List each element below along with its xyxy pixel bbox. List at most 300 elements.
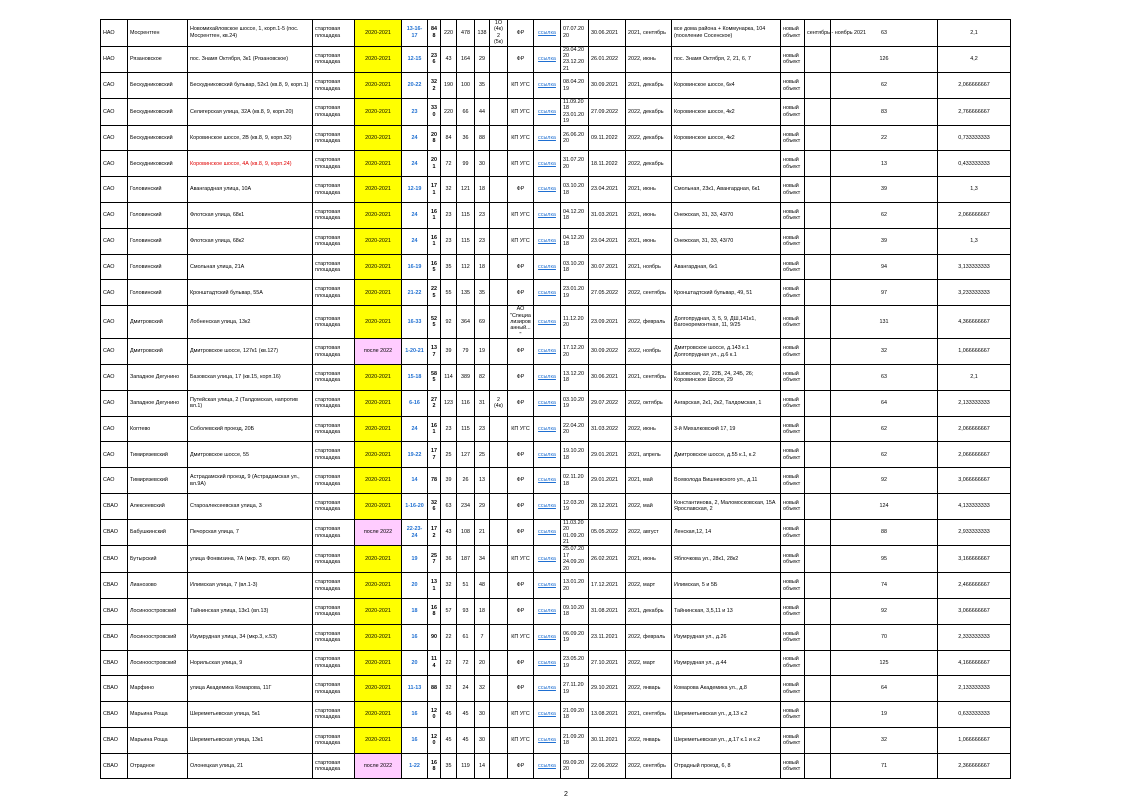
cell-count-2: 115	[457, 228, 475, 254]
cell-extra	[805, 753, 831, 779]
cell-address: Дмитровское шоссе, 55	[188, 442, 313, 468]
cell-count-2: 79	[457, 339, 475, 365]
cell-count-2: 51	[457, 573, 475, 599]
cell-move-in: 2022, июнь	[626, 416, 672, 442]
cell-status: новый объект	[781, 177, 805, 203]
cell-total-apartments: 208	[428, 125, 441, 151]
table-body	[101, 20, 1011, 779]
cell-financing: ФР	[508, 390, 534, 416]
cell-status: новый объект	[781, 280, 805, 306]
cell-date-2: 05.05.2022	[589, 519, 626, 546]
cell-period: 2020-2021	[355, 365, 402, 391]
cell-site-type: стартовая площадка	[313, 494, 355, 520]
cell-total-apartments: 78	[428, 468, 441, 494]
cell-link[interactable]: ссылка	[534, 339, 561, 365]
cell-relocated-houses: Дмитровское шоссе, д.55 к.1, к.2	[672, 442, 781, 468]
cell-okrug: СВАО	[101, 573, 128, 599]
cell-okrug: НАО	[101, 20, 128, 47]
cell-floors: 6-16	[402, 390, 428, 416]
cell-count-2: 121	[457, 177, 475, 203]
cell-number: 92	[831, 598, 938, 624]
cell-link[interactable]: ссылка	[534, 702, 561, 728]
cell-ratio: 0,433333333	[938, 151, 1011, 177]
cell-count-1: 84	[441, 125, 457, 151]
cell-date-1: 17.12.2020	[561, 339, 589, 365]
cell-status: новый объект	[781, 442, 805, 468]
cell-ratio: 3,066666667	[938, 598, 1011, 624]
cell-status: новый объект	[781, 546, 805, 573]
cell-link[interactable]: ссылка	[534, 390, 561, 416]
page-number: 2	[564, 791, 568, 798]
cell-date-2: 29.10.2021	[589, 676, 626, 702]
cell-date-2: 27.09.2022	[589, 99, 626, 126]
cell-district: Тимирязевский	[128, 468, 188, 494]
cell-count-4	[490, 306, 508, 339]
cell-count-2: 234	[457, 494, 475, 520]
cell-count-2: 187	[457, 546, 475, 573]
table-row	[101, 519, 1011, 546]
cell-financing: ФР	[508, 254, 534, 280]
cell-extra	[805, 702, 831, 728]
cell-okrug: СВАО	[101, 598, 128, 624]
cell-number: 63	[831, 365, 938, 391]
cell-status: новый объект	[781, 203, 805, 229]
cell-date-1: 12.03.2019	[561, 494, 589, 520]
cell-count-1: 23	[441, 203, 457, 229]
cell-count-3: 34	[475, 546, 490, 573]
cell-financing: ФР	[508, 598, 534, 624]
cell-extra	[805, 676, 831, 702]
cell-okrug: САО	[101, 99, 128, 126]
cell-number: 64	[831, 676, 938, 702]
cell-ratio: 3,233333333	[938, 280, 1011, 306]
cell-period: 2020-2021	[355, 573, 402, 599]
cell-status: новый объект	[781, 650, 805, 676]
cell-floors: 20	[402, 573, 428, 599]
cell-floors: 23	[402, 99, 428, 126]
cell-status: новый объект	[781, 598, 805, 624]
cell-floors: 22-23-24	[402, 519, 428, 546]
cell-extra	[805, 151, 831, 177]
cell-move-in: 2021, июнь	[626, 228, 672, 254]
cell-date-1: 23.05.2019	[561, 650, 589, 676]
cell-date-1: 13.01.2020	[561, 573, 589, 599]
cell-move-in: 2022, март	[626, 650, 672, 676]
cell-count-4	[490, 73, 508, 99]
cell-number: 94	[831, 254, 938, 280]
cell-count-4	[490, 727, 508, 753]
cell-link[interactable]: ссылка	[534, 151, 561, 177]
cell-count-4	[490, 125, 508, 151]
cell-move-in: 2022, сентябрь	[626, 753, 672, 779]
cell-district: Лосиноостровский	[128, 624, 188, 650]
cell-move-in: 2021, сентябрь	[626, 702, 672, 728]
cell-floors: 1-16-20	[402, 494, 428, 520]
cell-date-1: 11.12.2020	[561, 306, 589, 339]
cell-link[interactable]: ссылка	[534, 306, 561, 339]
cell-financing: ФР	[508, 676, 534, 702]
cell-total-apartments: 236	[428, 46, 441, 73]
table-row	[101, 598, 1011, 624]
cell-address: Селигерская улица, 32А (кв.8, 9, корп.20)	[188, 99, 313, 126]
cell-count-2: 66	[457, 99, 475, 126]
cell-okrug: САО	[101, 416, 128, 442]
cell-count-1: 36	[441, 546, 457, 573]
cell-count-1: 45	[441, 702, 457, 728]
cell-total-apartments: 168	[428, 753, 441, 779]
cell-date-2: 29.07.2022	[589, 390, 626, 416]
cell-floors: 16	[402, 624, 428, 650]
cell-count-3: 30	[475, 727, 490, 753]
cell-district: Бутырский	[128, 546, 188, 573]
cell-financing: ФР	[508, 650, 534, 676]
cell-count-1: 43	[441, 519, 457, 546]
cell-count-3: 23	[475, 416, 490, 442]
cell-count-1: 23	[441, 416, 457, 442]
cell-financing: ФР	[508, 177, 534, 203]
table-row	[101, 228, 1011, 254]
cell-total-apartments: 177	[428, 442, 441, 468]
cell-date-2: 30.07.2021	[589, 254, 626, 280]
cell-floors: 24	[402, 416, 428, 442]
cell-total-apartments: 90	[428, 624, 441, 650]
cell-count-1: 32	[441, 177, 457, 203]
cell-count-1: 22	[441, 624, 457, 650]
cell-floors: 14	[402, 468, 428, 494]
cell-address: Авангардная улица, 10А	[188, 177, 313, 203]
cell-period: 2020-2021	[355, 650, 402, 676]
cell-link[interactable]: ссылка	[534, 73, 561, 99]
cell-status: новый объект	[781, 702, 805, 728]
cell-period: 2020-2021	[355, 99, 402, 126]
cell-okrug: СВАО	[101, 702, 128, 728]
cell-count-3: 18	[475, 254, 490, 280]
cell-district: Головинский	[128, 177, 188, 203]
cell-link[interactable]: ссылка	[534, 650, 561, 676]
cell-status: новый объект	[781, 151, 805, 177]
cell-link[interactable]: ссылка	[534, 676, 561, 702]
cell-link[interactable]: ссылка	[534, 125, 561, 151]
cell-count-4	[490, 676, 508, 702]
cell-extra	[805, 416, 831, 442]
table-row	[101, 624, 1011, 650]
cell-address: Флотская улица, 68к1	[188, 203, 313, 229]
cell-ratio: 2,933333333	[938, 519, 1011, 546]
cell-extra	[805, 339, 831, 365]
cell-count-1: 45	[441, 727, 457, 753]
cell-site-type: стартовая площадка	[313, 546, 355, 573]
cell-count-2: 36	[457, 125, 475, 151]
cell-date-1: 08.04.2019	[561, 73, 589, 99]
cell-address: Дмитровское шоссе, 127к1 (кв.127)	[188, 339, 313, 365]
cell-district: Дмитровский	[128, 306, 188, 339]
cell-address: Коровинское шоссе, 2В (кв.8, 9, корп.32)	[188, 125, 313, 151]
cell-count-4	[490, 494, 508, 520]
cell-district: Бабушкинский	[128, 519, 188, 546]
cell-relocated-houses: Шереметьевская ул., д.13 к.2	[672, 702, 781, 728]
cell-ratio: 2,066666667	[938, 442, 1011, 468]
cell-count-3: 30	[475, 151, 490, 177]
cell-total-apartments: 326	[428, 494, 441, 520]
cell-ratio: 2,1	[938, 365, 1011, 391]
cell-floors: 15-18	[402, 365, 428, 391]
cell-floors: 1-20-21	[402, 339, 428, 365]
cell-count-3: 31	[475, 390, 490, 416]
cell-district: Лосиноостровский	[128, 650, 188, 676]
cell-date-1: 11.09.2018 23.01.2019	[561, 99, 589, 126]
cell-date-2: 30.09.2021	[589, 73, 626, 99]
cell-site-type: стартовая площадка	[313, 753, 355, 779]
cell-status: новый объект	[781, 306, 805, 339]
cell-number: 125	[831, 650, 938, 676]
cell-number: 39	[831, 228, 938, 254]
table-row	[101, 73, 1011, 99]
cell-period: 2020-2021	[355, 254, 402, 280]
cell-status: новый объект	[781, 494, 805, 520]
cell-site-type: стартовая площадка	[313, 280, 355, 306]
cell-okrug: САО	[101, 228, 128, 254]
table-row	[101, 177, 1011, 203]
cell-site-type: стартовая площадка	[313, 99, 355, 126]
cell-count-4	[490, 203, 508, 229]
cell-floors: 16-33	[402, 306, 428, 339]
cell-okrug: САО	[101, 280, 128, 306]
cell-number: 32	[831, 727, 938, 753]
table-row	[101, 468, 1011, 494]
cell-relocated-houses	[672, 151, 781, 177]
table-row	[101, 203, 1011, 229]
cell-count-2: 93	[457, 598, 475, 624]
cell-address: улица Фонвизина, 7А (мкр. 78, корп. 66)	[188, 546, 313, 573]
cell-date-1: 07.07.2020	[561, 20, 589, 47]
cell-extra	[805, 727, 831, 753]
cell-count-4	[490, 416, 508, 442]
cell-district: Мосрентген	[128, 20, 188, 47]
cell-total-apartments: 225	[428, 280, 441, 306]
cell-date-1: 31.07.2020	[561, 151, 589, 177]
cell-number: 131	[831, 306, 938, 339]
cell-move-in: 2021, май	[626, 468, 672, 494]
cell-link[interactable]: ссылка	[534, 280, 561, 306]
cell-count-4	[490, 151, 508, 177]
cell-count-3: 32	[475, 676, 490, 702]
cell-count-1: 55	[441, 280, 457, 306]
cell-okrug: САО	[101, 442, 128, 468]
cell-district: Марьина Роща	[128, 702, 188, 728]
cell-date-2: 22.06.2022	[589, 753, 626, 779]
cell-link[interactable]: ссылка	[534, 519, 561, 546]
cell-relocated-houses: Онежская, 31, 33, 43/70	[672, 203, 781, 229]
cell-okrug: САО	[101, 468, 128, 494]
cell-address: Новомихайловское шоссе, 1, корп.1-5 (пос. Мосрентген, кв.24)	[188, 20, 313, 47]
cell-ratio: 0,733333333	[938, 125, 1011, 151]
cell-period: 2020-2021	[355, 727, 402, 753]
cell-total-apartments: 848	[428, 20, 441, 47]
cell-move-in: 2022, сентябрь	[626, 280, 672, 306]
cell-floors: 24	[402, 203, 428, 229]
cell-count-3: 21	[475, 519, 490, 546]
cell-move-in: 2022, январь	[626, 727, 672, 753]
cell-move-in: 2021, июнь	[626, 177, 672, 203]
cell-date-2: 09.11.2022	[589, 125, 626, 151]
cell-date-1: 23.01.2019	[561, 280, 589, 306]
cell-relocated-houses: Смольная, 23к1, Авангардная, 6к1	[672, 177, 781, 203]
cell-total-apartments: 322	[428, 73, 441, 99]
cell-count-1: 123	[441, 390, 457, 416]
cell-financing: ФР	[508, 468, 534, 494]
cell-number: 62	[831, 442, 938, 468]
cell-relocated-houses: Всеволода Вишневского ул., д.11	[672, 468, 781, 494]
cell-link[interactable]: ссылка	[534, 624, 561, 650]
cell-count-4	[490, 624, 508, 650]
cell-extra	[805, 125, 831, 151]
cell-count-4	[490, 99, 508, 126]
cell-link[interactable]: ссылка	[534, 46, 561, 73]
cell-financing: ФР	[508, 339, 534, 365]
cell-district: Рязановское	[128, 46, 188, 73]
cell-floors: 20-22	[402, 73, 428, 99]
cell-date-2: 31.08.2021	[589, 598, 626, 624]
cell-okrug: САО	[101, 365, 128, 391]
cell-floors: 12-15	[402, 46, 428, 73]
cell-link[interactable]: ссылка	[534, 203, 561, 229]
cell-relocated-houses: Онежская, 31, 33, 43/70	[672, 228, 781, 254]
cell-link[interactable]: ссылка	[534, 20, 561, 47]
cell-okrug: СВАО	[101, 519, 128, 546]
table-row	[101, 254, 1011, 280]
cell-site-type: стартовая площадка	[313, 306, 355, 339]
cell-ratio: 1,066666667	[938, 727, 1011, 753]
cell-extra	[805, 46, 831, 73]
cell-okrug: СВАО	[101, 753, 128, 779]
cell-address: Илимская улица, 7 (вл.1-3)	[188, 573, 313, 599]
cell-site-type: стартовая площадка	[313, 125, 355, 151]
table-row	[101, 702, 1011, 728]
cell-financing: КП УГС	[508, 99, 534, 126]
cell-link[interactable]: ссылка	[534, 99, 561, 126]
cell-period: 2020-2021	[355, 702, 402, 728]
table-row	[101, 650, 1011, 676]
cell-move-in: 2022, март	[626, 573, 672, 599]
cell-extra	[805, 650, 831, 676]
cell-move-in: 2021, сентябрь	[626, 20, 672, 47]
cell-extra	[805, 390, 831, 416]
cell-link[interactable]: ссылка	[534, 228, 561, 254]
cell-link[interactable]: ссылка	[534, 177, 561, 203]
cell-count-3: 20	[475, 650, 490, 676]
cell-total-apartments: 525	[428, 306, 441, 339]
cell-count-4	[490, 468, 508, 494]
cell-move-in: 2021, июнь	[626, 546, 672, 573]
cell-address: Олонецкая улица, 21	[188, 753, 313, 779]
cell-link[interactable]: ссылка	[534, 598, 561, 624]
cell-status: новый объект	[781, 365, 805, 391]
cell-status: новый объект	[781, 624, 805, 650]
cell-total-apartments: 161	[428, 228, 441, 254]
cell-date-2: 30.09.2022	[589, 339, 626, 365]
cell-relocated-houses: Ленская,12, 14	[672, 519, 781, 546]
cell-link[interactable]: ссылка	[534, 546, 561, 573]
table-row	[101, 151, 1011, 177]
cell-count-3: 23	[475, 228, 490, 254]
cell-ratio: 2,466666667	[938, 573, 1011, 599]
cell-date-1: 13.12.2018	[561, 365, 589, 391]
cell-count-3: 18	[475, 177, 490, 203]
cell-count-2: 116	[457, 390, 475, 416]
cell-status: новый объект	[781, 468, 805, 494]
cell-financing: КП УГС	[508, 624, 534, 650]
cell-extra	[805, 73, 831, 99]
cell-date-1: 03.10.2018	[561, 177, 589, 203]
cell-floors: 16-19	[402, 254, 428, 280]
cell-date-2: 27.10.2021	[589, 650, 626, 676]
cell-relocated-houses: Комарова Академика ул., д.8	[672, 676, 781, 702]
cell-financing: ФР	[508, 519, 534, 546]
cell-number: 83	[831, 99, 938, 126]
cell-count-2: 119	[457, 753, 475, 779]
cell-link[interactable]: ссылка	[534, 365, 561, 391]
cell-link[interactable]: ссылка	[534, 254, 561, 280]
cell-site-type: стартовая площадка	[313, 339, 355, 365]
cell-ratio: 3,066666667	[938, 468, 1011, 494]
cell-site-type: стартовая площадка	[313, 442, 355, 468]
cell-status: новый объект	[781, 676, 805, 702]
cell-financing: КП УГС	[508, 228, 534, 254]
cell-relocated-houses: Изумрудная ул., д.26	[672, 624, 781, 650]
cell-floors: 11-13	[402, 676, 428, 702]
cell-ratio: 0,633333333	[938, 702, 1011, 728]
cell-count-2: 45	[457, 702, 475, 728]
cell-relocated-houses: Шереметьевская ул., д.17 к.1 и к.2	[672, 727, 781, 753]
cell-count-4	[490, 442, 508, 468]
cell-count-4	[490, 46, 508, 73]
cell-address: Тайнинская улица, 13к1 (вл.13)	[188, 598, 313, 624]
cell-total-apartments: 131	[428, 573, 441, 599]
cell-ratio: 4,2	[938, 46, 1011, 73]
cell-address: Соболевский проезд, 20Б	[188, 416, 313, 442]
cell-okrug: СВАО	[101, 727, 128, 753]
cell-extra	[805, 306, 831, 339]
cell-date-1: 21.09.2018	[561, 702, 589, 728]
cell-number: 92	[831, 468, 938, 494]
cell-period: 2020-2021	[355, 494, 402, 520]
cell-count-2: 72	[457, 650, 475, 676]
cell-district: Западное Дегунино	[128, 390, 188, 416]
cell-status: новый объект	[781, 125, 805, 151]
cell-link[interactable]: ссылка	[534, 468, 561, 494]
cell-link[interactable]: ссылка	[534, 753, 561, 779]
cell-link[interactable]: ссылка	[534, 727, 561, 753]
cell-count-3: 14	[475, 753, 490, 779]
cell-count-3: 18	[475, 598, 490, 624]
cell-link[interactable]: ссылка	[534, 573, 561, 599]
cell-date-1: 09.09.2020	[561, 753, 589, 779]
cell-number: 126	[831, 46, 938, 73]
cell-extra	[805, 598, 831, 624]
cell-status: новый объект	[781, 339, 805, 365]
cell-link[interactable]: ссылка	[534, 416, 561, 442]
cell-ratio: 3,166666667	[938, 546, 1011, 573]
cell-date-1: 19.10.2018	[561, 442, 589, 468]
cell-financing: ФР	[508, 442, 534, 468]
table-row	[101, 416, 1011, 442]
cell-count-2: 108	[457, 519, 475, 546]
cell-link[interactable]: ссылка	[534, 494, 561, 520]
cell-date-2: 30.06.2021	[589, 20, 626, 47]
cell-total-apartments: 137	[428, 339, 441, 365]
cell-link[interactable]: ссылка	[534, 442, 561, 468]
cell-relocated-houses: Коровинское шоссе, 4к2	[672, 125, 781, 151]
